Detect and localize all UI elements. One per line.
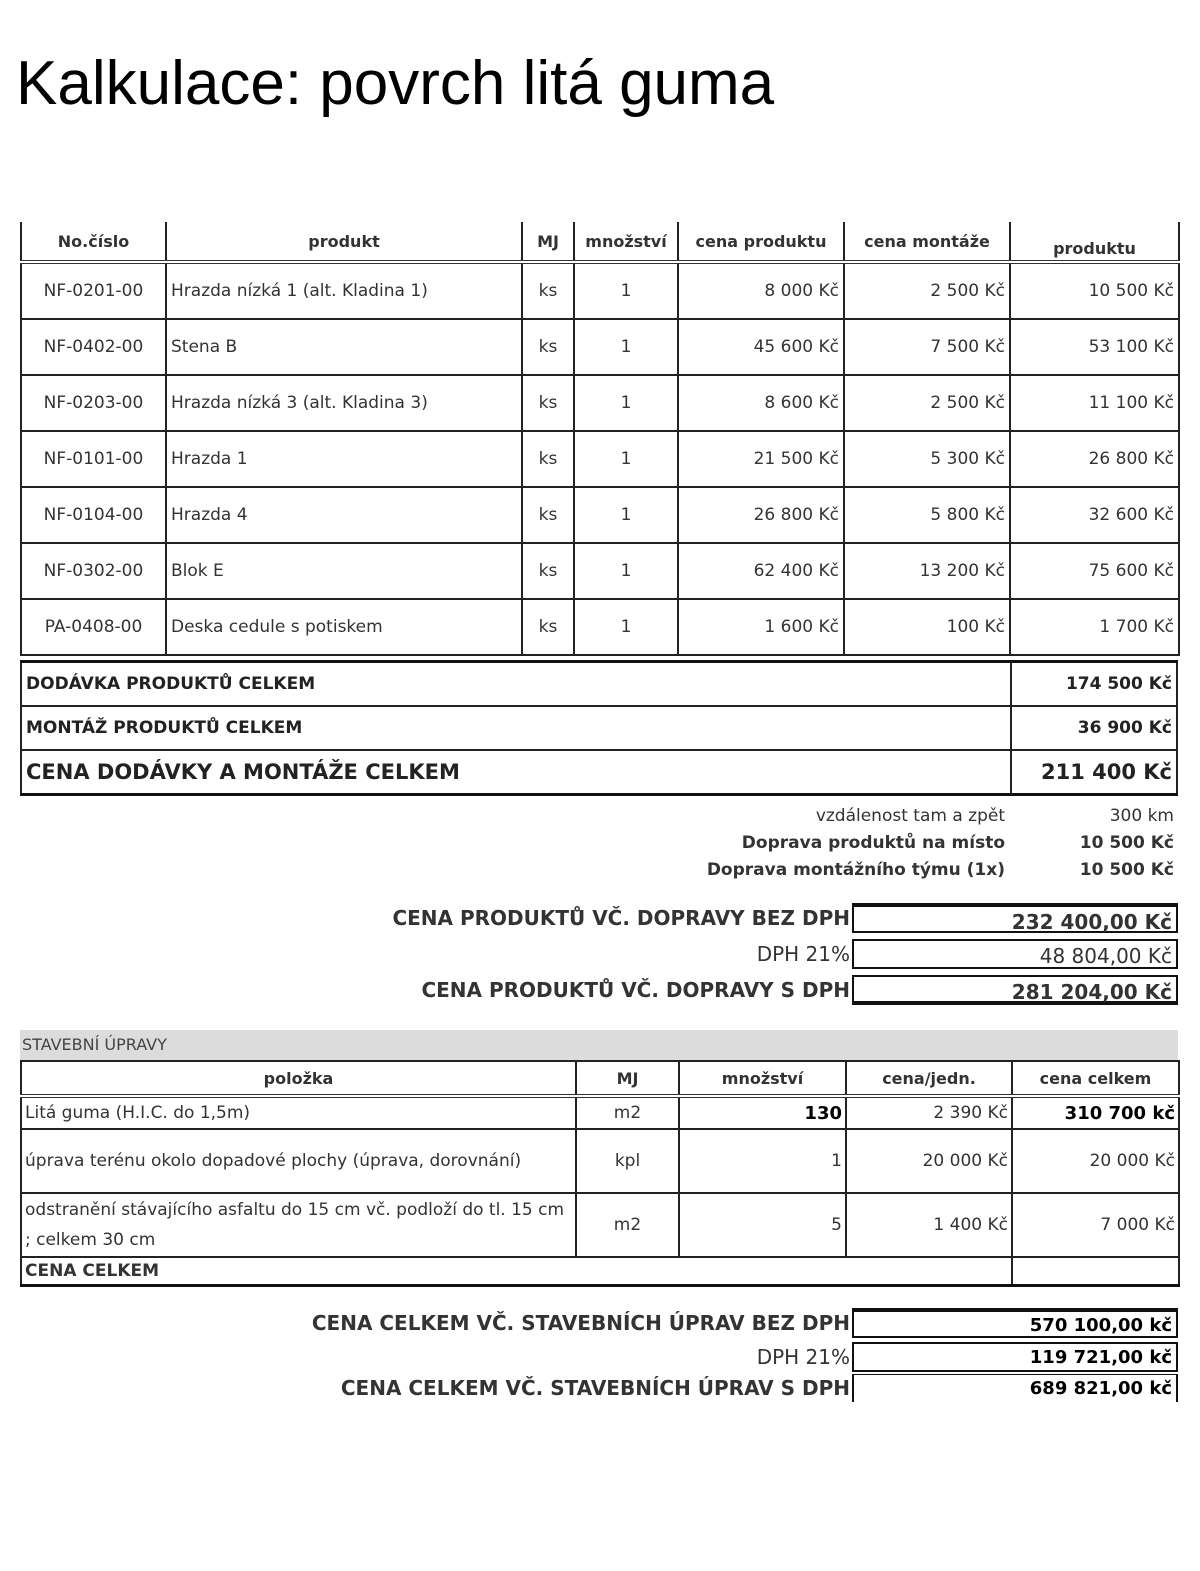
transport-row-distance <box>600 802 1178 829</box>
assembly-price: 5 300 Kč <box>844 431 1010 487</box>
summary-row-assembly <box>21 706 1177 750</box>
transport-value: 10 500 Kč <box>1079 832 1174 853</box>
total-row-vat <box>280 936 1178 972</box>
transport-label: Doprava produktů na místo <box>741 832 1005 853</box>
product-code: NF-0203-00 <box>21 375 166 431</box>
construction-unit: kpl <box>576 1129 679 1193</box>
product-unit: ks <box>522 599 574 655</box>
header-quantity: množství <box>574 222 678 262</box>
table-row <box>21 543 1179 599</box>
product-qty: 1 <box>574 599 678 655</box>
header-unit-price: cena/jedn. <box>846 1061 1012 1096</box>
construction-total-label: CENA CELKEM <box>21 1257 1012 1286</box>
construction-table <box>20 1060 1180 1287</box>
table-row <box>21 262 1179 319</box>
grand-totals <box>280 1306 1178 1402</box>
product-price: 62 400 Kč <box>678 543 844 599</box>
product-code: PA-0408-00 <box>21 599 166 655</box>
product-qty: 1 <box>574 487 678 543</box>
summary-row-delivery <box>21 662 1177 707</box>
total-label: CENA PRODUKTŮ VČ. DOPRAVY S DPH <box>421 978 850 1002</box>
product-total: 26 800 Kč <box>1010 431 1179 487</box>
construction-item: Litá guma (H.I.C. do 1,5m) <box>21 1096 576 1129</box>
table-row <box>21 1129 1179 1193</box>
product-name: Hrazda 1 <box>166 431 522 487</box>
product-price: 21 500 Kč <box>678 431 844 487</box>
table-row <box>21 319 1179 375</box>
product-unit: ks <box>522 487 574 543</box>
summary-label: MONTÁŽ PRODUKTŮ CELKEM <box>21 706 1011 750</box>
construction-total-value <box>1012 1257 1179 1286</box>
construction-unit-price: 1 400 Kč <box>846 1193 1012 1257</box>
product-price: 8 000 Kč <box>678 262 844 319</box>
table-row <box>21 599 1179 655</box>
construction-item: úprava terénu okolo dopadové plochy (úprava, dorovnání) <box>21 1129 576 1193</box>
assembly-price: 100 Kč <box>844 599 1010 655</box>
product-unit: ks <box>522 319 574 375</box>
product-total: 10 500 Kč <box>1010 262 1179 319</box>
grand-total-row-without-vat <box>280 1306 1178 1340</box>
header-item: položka <box>21 1061 576 1096</box>
summary-value: 36 900 Kč <box>1011 706 1177 750</box>
construction-header-row <box>21 1061 1179 1096</box>
assembly-price: 2 500 Kč <box>844 262 1010 319</box>
product-total: 32 600 Kč <box>1010 487 1179 543</box>
grand-total-value: 570 100,00 kč <box>852 1308 1178 1338</box>
construction-total: 310 700 kč <box>1012 1096 1179 1129</box>
table-row <box>21 487 1179 543</box>
construction-total: 20 000 Kč <box>1012 1129 1179 1193</box>
header-product-price: cena produktu <box>678 222 844 262</box>
construction-unit-price: 20 000 Kč <box>846 1129 1012 1193</box>
total-label: CENA PRODUKTŮ VČ. DOPRAVY BEZ DPH <box>392 906 850 930</box>
total-value: 281 204,00 Kč <box>852 975 1178 1005</box>
table-row <box>21 375 1179 431</box>
product-code: NF-0201-00 <box>21 262 166 319</box>
product-total: 75 600 Kč <box>1010 543 1179 599</box>
product-unit: ks <box>522 375 574 431</box>
product-name: Hrazda nízká 3 (alt. Kladina 3) <box>166 375 522 431</box>
product-total: 53 100 Kč <box>1010 319 1179 375</box>
grand-total-row-vat <box>280 1340 1178 1374</box>
products-header-row <box>21 222 1179 262</box>
summary-row-delivery-and-assembly <box>21 750 1177 795</box>
products-table <box>20 222 1180 656</box>
total-label: DPH 21% <box>756 942 850 966</box>
assembly-price: 2 500 Kč <box>844 375 1010 431</box>
summary-label: DODÁVKA PRODUKTŮ CELKEM <box>21 662 1011 707</box>
product-qty: 1 <box>574 431 678 487</box>
header-quantity: množství <box>679 1061 846 1096</box>
header-unit: MJ <box>576 1061 679 1096</box>
transport-label: vzdálenost tam a zpět <box>815 805 1005 826</box>
grand-total-label: CENA CELKEM VČ. STAVEBNÍCH ÚPRAV S DPH <box>340 1376 850 1400</box>
grand-total-label: CENA CELKEM VČ. STAVEBNÍCH ÚPRAV BEZ DPH <box>311 1311 850 1335</box>
header-unit: MJ <box>522 222 574 262</box>
construction-unit: m2 <box>576 1096 679 1129</box>
page-title: Kalkulace: povrch litá guma <box>16 49 775 118</box>
product-qty: 1 <box>574 375 678 431</box>
product-code: NF-0101-00 <box>21 431 166 487</box>
product-code: NF-0402-00 <box>21 319 166 375</box>
transport-row-products <box>600 829 1178 856</box>
table-row <box>21 1193 1179 1257</box>
construction-section-title: STAVEBNÍ ÚPRAVY <box>20 1030 1178 1060</box>
total-row-with-vat <box>280 972 1178 1008</box>
construction-qty: 5 <box>679 1193 846 1257</box>
product-summary-table <box>20 660 1178 796</box>
product-unit: ks <box>522 262 574 319</box>
summary-value: 174 500 Kč <box>1011 662 1177 707</box>
product-unit: ks <box>522 543 574 599</box>
construction-qty: 1 <box>679 1129 846 1193</box>
product-qty: 1 <box>574 543 678 599</box>
assembly-price: 13 200 Kč <box>844 543 1010 599</box>
assembly-price: 7 500 Kč <box>844 319 1010 375</box>
product-qty: 1 <box>574 262 678 319</box>
summary-label: CENA DODÁVKY A MONTÁŽE CELKEM <box>21 750 1011 795</box>
product-price: 26 800 Kč <box>678 487 844 543</box>
construction-item: odstranění stávajícího asfaltu do 15 cm vč. podloží do tl. 15 cm ; celkem 30 cm <box>21 1193 576 1257</box>
product-name: Stena B <box>166 319 522 375</box>
header-total-product: produktu <box>1010 222 1179 262</box>
product-name: Hrazda nízká 1 (alt. Kladina 1) <box>166 262 522 319</box>
construction-unit: m2 <box>576 1193 679 1257</box>
product-total: 11 100 Kč <box>1010 375 1179 431</box>
grand-total-value: 119 721,00 kč <box>852 1342 1178 1372</box>
total-row-without-vat <box>280 900 1178 936</box>
transport-section <box>600 802 1178 883</box>
construction-total-row <box>21 1257 1179 1286</box>
product-name: Blok E <box>166 543 522 599</box>
product-price: 1 600 Kč <box>678 599 844 655</box>
transport-label: Doprava montážního týmu (1x) <box>706 859 1005 880</box>
summary-value: 211 400 Kč <box>1011 750 1177 795</box>
construction-unit-price: 2 390 Kč <box>846 1096 1012 1129</box>
grand-total-label: DPH 21% <box>756 1345 850 1369</box>
product-qty: 1 <box>574 319 678 375</box>
product-code: NF-0302-00 <box>21 543 166 599</box>
product-price: 8 600 Kč <box>678 375 844 431</box>
table-row <box>21 1096 1179 1129</box>
grand-total-value: 689 821,00 kč <box>852 1374 1178 1402</box>
header-code: No.číslo <box>21 222 166 262</box>
construction-qty: 130 <box>679 1096 846 1129</box>
transport-value: 300 km <box>1109 805 1174 826</box>
product-total: 1 700 Kč <box>1010 599 1179 655</box>
assembly-price: 5 800 Kč <box>844 487 1010 543</box>
construction-total: 7 000 Kč <box>1012 1193 1179 1257</box>
product-name: Hrazda 4 <box>166 487 522 543</box>
header-assembly-price: cena montáže <box>844 222 1010 262</box>
total-value: 48 804,00 Kč <box>852 939 1178 969</box>
product-name: Deska cedule s potiskem <box>166 599 522 655</box>
product-unit: ks <box>522 431 574 487</box>
transport-value: 10 500 Kč <box>1079 859 1174 880</box>
header-product: produkt <box>166 222 522 262</box>
grand-total-row-with-vat <box>280 1374 1178 1402</box>
table-row <box>21 431 1179 487</box>
header-total-price: cena celkem <box>1012 1061 1179 1096</box>
product-price: 45 600 Kč <box>678 319 844 375</box>
total-value: 232 400,00 Kč <box>852 903 1178 933</box>
product-code: NF-0104-00 <box>21 487 166 543</box>
products-totals <box>280 900 1178 1008</box>
transport-row-team <box>600 856 1178 883</box>
